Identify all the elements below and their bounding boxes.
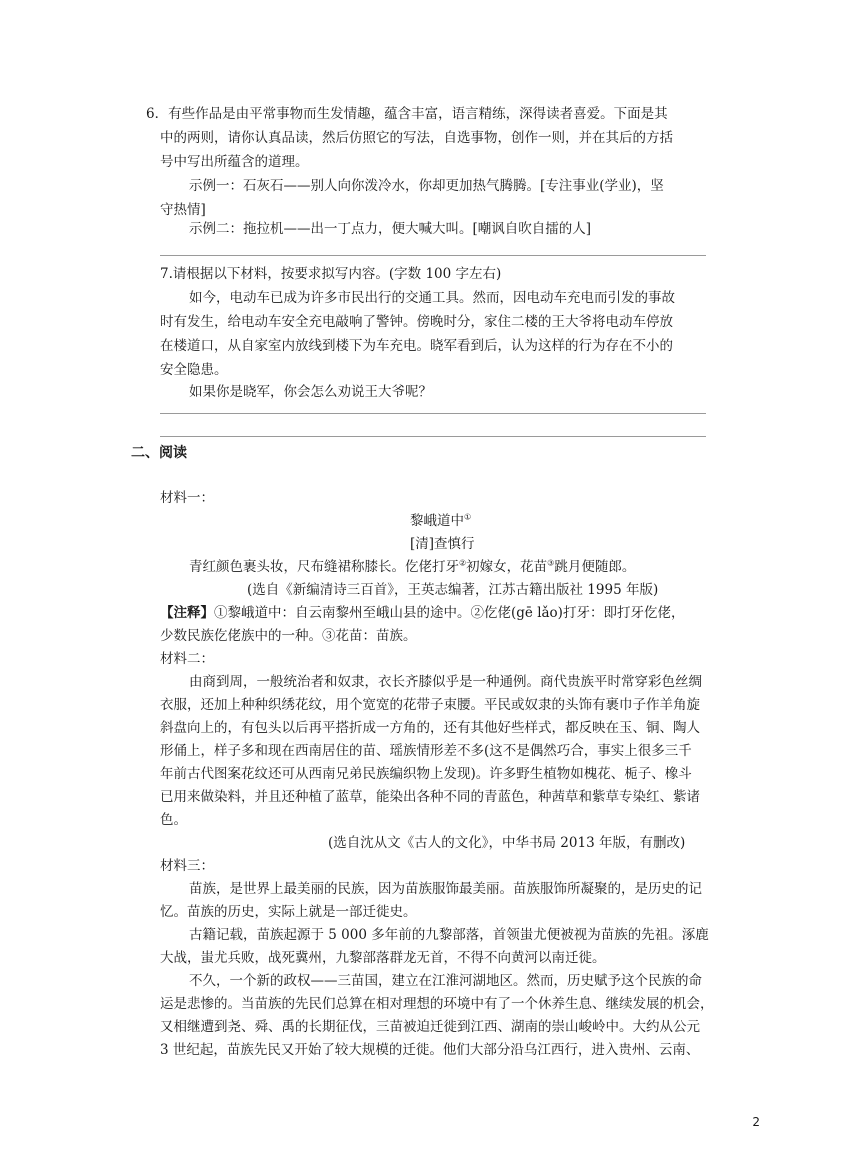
- poem-verse: 青红颜色裹头妆，尺布缝裙称膝长。仡佬打牙②初嫁女，花苗③跳月便随郎。: [189, 558, 636, 575]
- page-number: 2: [752, 1115, 760, 1129]
- m3-line-4: 大战，蚩尤兵败，战死冀州，九黎部落群龙无首，不得不向黄河以南迁徙。: [160, 950, 606, 966]
- m3-line-1: 苗族，是世界上最美丽的民族，因为苗族服饰最美丽。苗族服饰所凝聚的，是历史的记: [189, 881, 702, 897]
- m3-line-6: 运是悲惨的。当苗族的先民们总算在相对理想的环境中有了一个休养生息、继续发展的机会，: [160, 996, 714, 1012]
- m3-line-5: 不久，一个新的政权——三苗国，建立在江淮河湖地区。然而，历史赋予这个民族的命: [189, 973, 702, 989]
- q7-line-3: 时有发生，给电动车安全充电敲响了警钟。傍晚时分，家住二楼的王大爷将电动车停放: [160, 314, 673, 330]
- q6-example-2: 示例二：拖拉机——出一丁点力，便大喊大叫。[嘲讽自吹自擂的人]: [189, 221, 592, 237]
- q6-example-1: 示例一：石灰石——别人向你泼冷水，你却更加热气腾腾。[专注事业(学业)，坚: [189, 178, 664, 194]
- m3-line-8: 3 世纪起，苗族先民又开始了较大规模的迁徙。他们大部分沿乌江西行，进入贵州、云南、: [160, 1042, 700, 1058]
- answer-line[interactable]: [160, 255, 706, 256]
- m2-source: (选自沈从文《古人的文化》，中华书局 2013 年版，有删改): [328, 835, 686, 851]
- m2-line-4: 形俑上，样子多和现在西南居住的苗、瑶族情形差不多(这不是偶然巧合，事实上很多三千: [160, 743, 692, 759]
- footnote-mark: ③: [547, 558, 555, 568]
- q7-line-2: 如今，电动车已成为许多市民出行的交通工具。然而，因电动车充电而引发的事故: [189, 290, 675, 306]
- m2-line-6: 已用来做染料，并且还种植了蓝草，能染出各种不同的青蓝色，种茜草和紫草专染红、紫诸: [160, 789, 700, 805]
- annotation-line-2: 少数民族仡佬族中的一种。③花苗：苗族。: [160, 628, 417, 644]
- q7-line-5: 安全隐患。: [160, 362, 228, 378]
- footnote-mark: ①: [464, 512, 472, 522]
- m2-line-5: 年前古代图案花纹还可从西南兄弟民族编织物上发现)。许多野生植物如槐花、栀子、橡斗: [160, 766, 692, 782]
- material-3-label: 材料三：: [160, 858, 214, 874]
- m3-line-7: 又相继遭到尧、舜、禹的长期征伐，三苗被迫迁徙到江西、湖南的崇山峻岭中。大约从公元: [160, 1019, 700, 1035]
- answer-line[interactable]: [160, 436, 706, 437]
- m2-line-1: 由商到周，一般统治者和奴隶，衣长齐膝似乎是一种通例。商代贵族平时常穿彩色丝绸: [189, 674, 702, 690]
- answer-line[interactable]: [160, 413, 706, 414]
- m2-line-3: 斜盘向上的，有包头以后再平搭折成一方角的，还有其他好些样式，都反映在玉、铜、陶人: [160, 720, 700, 736]
- m3-line-2: 忆。苗族的历史，实际上就是一部迁徙史。: [160, 904, 417, 920]
- q7-line-6: 如果你是晓军，你会怎么劝说王大爷呢？: [189, 384, 432, 400]
- q6-line-2: 中的两则，请你认真品读，然后仿照它的写法，自选事物，创作一则，并在其后的方括: [160, 130, 673, 146]
- q6-line-1: 6．有些作品是由平常事物而生发情趣，蕴含丰富，语言精练，深得读者喜爱。下面是其: [146, 106, 668, 122]
- q7-line-4: 在楼道口，从自家室内放线到楼下为车充电。晓军看到后，认为这样的行为存在不小的: [160, 338, 673, 354]
- m3-line-3: 古籍记载，苗族起源于 5 000 多年前的九黎部落，首领蚩尤便被视为苗族的先祖。涿鹿: [189, 927, 709, 943]
- q6-line-3: 号中写出所蕴含的道理。: [160, 154, 309, 170]
- section-title: 二、阅读: [131, 445, 187, 461]
- poem-title: 黎峨道中①: [410, 512, 472, 529]
- poem-source: (选自《新编清诗三百首》，王英志编著，江苏古籍出版社 1995 年版): [247, 582, 659, 598]
- q6-example-1-cont: 守热情]: [160, 202, 206, 218]
- footnote-mark: ②: [459, 558, 467, 568]
- material-1-label: 材料一：: [160, 490, 214, 506]
- m2-line-7: 色。: [160, 812, 187, 828]
- q7-line-1: 7.请根据以下材料，按要求拟写内容。(字数 100 字左右): [160, 266, 502, 282]
- annotation-line-1: 【注释】①黎峨道中：自云南黎州至峨山县的途中。②仡佬(gē lǎo)打牙：即打牙仡佬，: [160, 605, 685, 621]
- material-2-label: 材料二：: [160, 651, 214, 667]
- m2-line-2: 衣服，还加上种种织绣花纹，用个宽宽的花带子束腰。平民或奴隶的头饰有裹巾子作羊角旋: [160, 697, 700, 713]
- poem-author: [清]查慎行: [410, 536, 475, 552]
